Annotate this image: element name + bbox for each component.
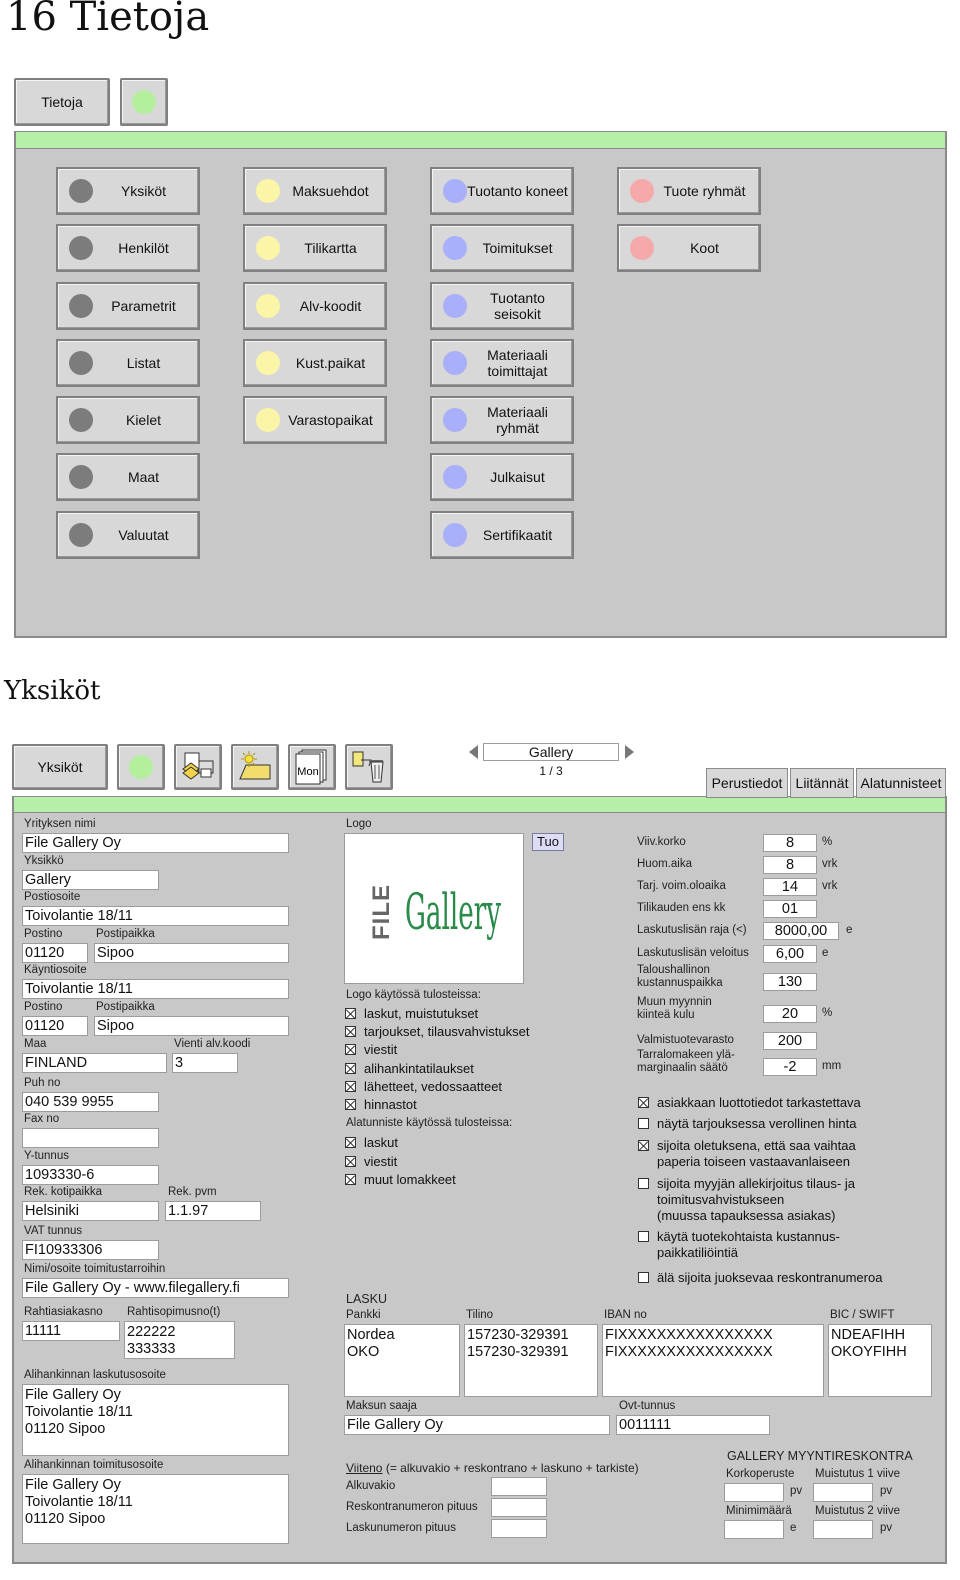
reg-date-label: Rek. pvm xyxy=(168,1186,217,1198)
group-color-dot-icon xyxy=(256,408,280,432)
parameter-unit: vrk xyxy=(822,858,838,870)
checkbox-label: tarjoukset, tilausvahvistukset xyxy=(364,1024,530,1040)
page-heading: 16 Tietoja xyxy=(6,0,210,40)
yksikot-button[interactable]: Yksiköt xyxy=(12,744,108,790)
settings-button-label: Materiaali ryhmät xyxy=(487,404,548,436)
address-line: 01120 Sipoo xyxy=(25,1511,106,1527)
checked-box-icon[interactable] xyxy=(638,1097,649,1108)
settings-button-label: Kust.paikat xyxy=(295,355,366,371)
group-color-dot-icon xyxy=(256,236,280,260)
parameter-field[interactable]: -2 xyxy=(763,1058,817,1076)
ref-field-label: Laskunumeron pituus xyxy=(346,1522,456,1534)
group-color-dot-icon xyxy=(443,236,467,260)
settings-button-label: Koot xyxy=(690,240,719,256)
checked-box-icon[interactable] xyxy=(345,1174,356,1185)
settings-button[interactable] xyxy=(430,224,574,272)
unit-label: Yksikkö xyxy=(24,855,64,867)
settings-button[interactable] xyxy=(430,282,574,330)
settings-button[interactable] xyxy=(56,339,200,387)
checked-box-icon[interactable] xyxy=(345,1081,356,1092)
address-line: File Gallery Oy xyxy=(25,1387,121,1403)
parameter-label: Laskutuslisän veloitus xyxy=(637,947,749,959)
unchecked-box-icon[interactable] xyxy=(638,1118,649,1129)
group-color-dot-icon xyxy=(630,236,654,260)
settings-button-label: Valuutat xyxy=(118,527,169,543)
ledger-number-length-field[interactable] xyxy=(491,1498,547,1517)
status-led-icon xyxy=(132,90,156,114)
group-color-dot-icon xyxy=(256,294,280,318)
account-field[interactable] xyxy=(464,1324,598,1397)
reminder2-field[interactable] xyxy=(813,1520,873,1539)
parameter-unit: e xyxy=(822,947,829,959)
settings-button[interactable] xyxy=(243,282,387,330)
group-color-dot-icon xyxy=(443,523,467,547)
status-button[interactable] xyxy=(117,744,165,790)
logo-usage-label: Logo käytössä tulosteissa: xyxy=(346,989,481,1001)
record-name-field[interactable]: Gallery xyxy=(483,743,619,761)
checked-box-icon[interactable] xyxy=(345,1099,356,1110)
sub-delivery-field[interactable] xyxy=(22,1474,289,1544)
reg-home-label: Rek. kotipaikka xyxy=(24,1186,102,1198)
logo-side-text: FILE xyxy=(368,884,395,940)
parameter-unit: vrk xyxy=(822,880,838,892)
logo-text: Gallery xyxy=(405,883,502,941)
iban-field[interactable] xyxy=(602,1324,824,1397)
print-list-icon[interactable] xyxy=(174,744,222,790)
fax-field[interactable] xyxy=(22,1128,159,1148)
settings-button-label: Parametrit xyxy=(111,298,176,314)
checked-box-icon[interactable] xyxy=(345,1137,356,1148)
settings-button-label: Listat xyxy=(126,355,161,371)
company-name-label: Yrityksen nimi xyxy=(24,818,96,830)
parameter-unit: % xyxy=(822,1007,833,1019)
settings-button[interactable] xyxy=(243,396,387,444)
settings-button-label: Toimitukset xyxy=(482,240,553,256)
parameter-label: Huom.aika xyxy=(637,858,692,870)
parameter-label: Tarralomakeen ylä- marginaalin säätö xyxy=(637,1049,735,1074)
parameter-unit: mm xyxy=(822,1060,842,1072)
sub-billing-field[interactable] xyxy=(22,1384,289,1456)
group-color-dot-icon xyxy=(69,179,93,203)
checkbox-option[interactable] xyxy=(345,1061,474,1077)
settings-button[interactable] xyxy=(56,282,200,330)
country-field[interactable]: FINLAND xyxy=(22,1053,167,1073)
postno2-field[interactable]: 01120 xyxy=(22,1016,88,1036)
group-color-dot-icon xyxy=(69,236,93,260)
settings-button-label: Yksiköt xyxy=(120,183,167,199)
settings-button[interactable] xyxy=(430,396,574,444)
parameter-field[interactable]: 20 xyxy=(763,1005,817,1023)
parameter-label: Laskutuslisän raja (<) xyxy=(637,924,747,936)
prev-record-arrow[interactable] xyxy=(469,745,479,764)
settings-button-label: Julkaisut xyxy=(490,469,545,485)
settings-button-label: Maat xyxy=(127,469,160,485)
settings-button[interactable] xyxy=(56,224,200,272)
base-rate-field[interactable] xyxy=(724,1483,784,1502)
settings-button[interactable] xyxy=(430,167,574,215)
import-logo-button[interactable]: Tuo xyxy=(532,833,564,851)
postal-address-field[interactable]: Toivolantie 18/11 xyxy=(22,906,289,926)
checkbox-option[interactable] xyxy=(345,1154,397,1170)
checkbox-label: viestit xyxy=(364,1153,398,1169)
reference-link[interactable]: Viiteno xyxy=(346,1461,383,1475)
phone-label: Puh no xyxy=(24,1077,61,1089)
checkbox-label: käytä tuotekohtaista kustannus- paikkatiliöintiä xyxy=(657,1229,840,1260)
postno2-label: Postino xyxy=(24,1001,63,1013)
new-record-icon[interactable] xyxy=(231,744,279,790)
checkbox-option[interactable] xyxy=(345,1097,417,1113)
settings-button-label: Tilikartta xyxy=(304,240,357,256)
parameter-unit: e xyxy=(846,924,853,936)
checkbox-label: näytä tarjouksessa verollinen hinta xyxy=(657,1116,857,1131)
account-label: Tilino xyxy=(466,1309,494,1321)
checkbox-label: älä sijoita juoksevaa reskontranumeroa xyxy=(657,1270,883,1285)
status-button[interactable] xyxy=(120,78,168,126)
postplace-field[interactable]: Sipoo xyxy=(94,943,289,963)
freight-contract-label: Rahtisopimusno(t) xyxy=(127,1306,221,1318)
settings-button[interactable] xyxy=(430,453,574,501)
business-id-field[interactable]: 1093330-6 xyxy=(22,1165,159,1185)
address-line: Toivolantie 18/11 xyxy=(25,1404,133,1420)
parameter-field[interactable]: 01 xyxy=(763,900,817,918)
checkbox-option[interactable] xyxy=(345,1172,456,1188)
ovt-label: Ovt-tunnus xyxy=(619,1400,676,1412)
settings-button-label: Materiaali toimittajat xyxy=(487,347,548,379)
freight-customer-field[interactable]: 11111 xyxy=(22,1321,120,1341)
checked-box-icon[interactable] xyxy=(345,1063,356,1074)
parameter-field[interactable]: 8 xyxy=(763,834,817,852)
checked-box-icon[interactable] xyxy=(345,1008,356,1019)
checkbox-option[interactable] xyxy=(345,1024,529,1040)
settings-button[interactable] xyxy=(430,511,574,559)
freight-contract-field[interactable] xyxy=(124,1321,235,1359)
settings-button[interactable] xyxy=(243,224,387,272)
panel-header-bar xyxy=(13,796,946,813)
logo-image xyxy=(344,833,524,984)
group-color-dot-icon xyxy=(256,179,280,203)
checkbox-option[interactable] xyxy=(345,1079,502,1095)
address-line: Toivolantie 18/11 xyxy=(25,1494,133,1510)
account-line: 157230-329391 xyxy=(467,1344,569,1360)
reg-home-field[interactable]: Helsiniki xyxy=(22,1201,159,1221)
ledger-title: GALLERY MYYNTIRESKONTRA xyxy=(727,1449,913,1463)
group-color-dot-icon xyxy=(443,408,467,432)
checked-box-icon[interactable] xyxy=(638,1140,649,1151)
freight-contract-line: 333333 xyxy=(127,1341,176,1357)
group-color-dot-icon xyxy=(443,294,467,318)
bank-label: Pankki xyxy=(346,1309,381,1321)
bic-label: BIC / SWIFT xyxy=(830,1309,895,1321)
group-color-dot-icon xyxy=(69,465,93,489)
sub-delivery-label: Alihankinnan toimitusosoite xyxy=(24,1459,164,1471)
settings-button-label: Maksuehdot xyxy=(292,183,369,199)
group-color-dot-icon xyxy=(443,351,467,375)
reminder1-field[interactable] xyxy=(813,1483,873,1502)
checkbox-label: laskut xyxy=(364,1135,398,1150)
group-color-dot-icon xyxy=(69,294,93,318)
group-color-dot-icon xyxy=(630,179,654,203)
group-color-dot-icon xyxy=(69,351,93,375)
country-label: Maa xyxy=(24,1038,47,1050)
settings-button-label: Sertifikaatit xyxy=(482,527,553,543)
checkbox-label: asiakkaan luottotiedot tarkastettava xyxy=(657,1095,861,1110)
checkbox-label: laskut, muistutukset xyxy=(364,1006,479,1021)
checkbox-label: sijoita oletuksena, että saa vaihtaa paperia toiseen vastaavanlaiseen xyxy=(657,1138,856,1169)
group-color-dot-icon xyxy=(69,408,93,432)
payee-field[interactable]: File Gallery Oy xyxy=(344,1415,610,1435)
visit-address-field[interactable]: Toivolantie 18/11 xyxy=(22,979,289,999)
business-id-label: Y-tunnus xyxy=(24,1150,69,1162)
checkbox-option[interactable] xyxy=(638,1138,856,1170)
bank-field[interactable] xyxy=(344,1324,460,1397)
parameter-field[interactable]: 200 xyxy=(763,1032,817,1050)
next-record-arrow[interactable] xyxy=(625,745,635,764)
bank-line: Nordea xyxy=(347,1327,395,1343)
settings-button[interactable] xyxy=(430,339,574,387)
payee-label: Maksun saaja xyxy=(346,1400,417,1412)
logo-label: Logo xyxy=(346,818,372,830)
export-vat-label: Vienti alv.koodi xyxy=(174,1038,251,1050)
settings-button[interactable] xyxy=(56,396,200,444)
footer-usage-label: Alatunniste käytössä tulosteissa: xyxy=(346,1117,513,1129)
checkbox-label: viestit xyxy=(364,1042,398,1058)
postno-label: Postino xyxy=(24,928,63,940)
parameter-label: Tarj. voim.oloaika xyxy=(637,880,726,892)
reference-info xyxy=(346,1461,639,1475)
postal-address-label: Postiosoite xyxy=(24,891,81,903)
checked-box-icon[interactable] xyxy=(345,1044,356,1055)
settings-button-label: Varastopaikat xyxy=(288,412,373,428)
address-line: File Gallery Oy xyxy=(25,1477,121,1493)
parameter-label: Viiv.korko xyxy=(637,836,686,848)
export-vat-field[interactable]: 3 xyxy=(172,1053,238,1073)
settings-button-label: Tuote ryhmät xyxy=(663,183,746,199)
group-color-dot-icon xyxy=(69,523,93,547)
vat-id-label: VAT tunnus xyxy=(24,1225,83,1237)
postplace2-label: Postipaikka xyxy=(96,1001,155,1013)
unchecked-box-icon[interactable] xyxy=(638,1272,649,1283)
group-color-dot-icon xyxy=(256,351,280,375)
unit-field[interactable]: Gallery xyxy=(22,870,159,890)
bic-line: OKOYFIHH xyxy=(831,1344,907,1360)
checkbox-option[interactable] xyxy=(638,1116,856,1132)
checkbox-option[interactable] xyxy=(638,1176,855,1224)
delete-icon[interactable] xyxy=(345,744,393,790)
parameter-label: Muun myynnin kiinteä kulu xyxy=(637,996,712,1021)
settings-button-label: Tuotanto seisokit xyxy=(490,290,545,322)
address-line: 01120 Sipoo xyxy=(25,1421,106,1437)
parameter-field[interactable]: 8000,00 xyxy=(763,922,839,940)
checkbox-option[interactable] xyxy=(345,1135,398,1151)
checkbox-option[interactable] xyxy=(638,1270,882,1286)
bic-line: NDEAFIHH xyxy=(831,1327,906,1343)
settings-button-label: Alv-koodit xyxy=(299,298,362,314)
reference-description: (= alkuvakio + reskontrano + laskuno + tarkiste) xyxy=(382,1461,639,1475)
sub-billing-label: Alihankinnan laskutusosoite xyxy=(24,1369,166,1381)
visit-address-label: Käyntiosoite xyxy=(24,964,87,976)
settings-button[interactable] xyxy=(56,511,200,559)
min-amount-field[interactable] xyxy=(724,1520,784,1539)
invoice-title: LASKU xyxy=(346,1292,387,1306)
section-heading: Yksiköt xyxy=(4,676,101,706)
status-led-icon xyxy=(129,755,153,779)
base-rate-label: Korkoperuste xyxy=(726,1468,795,1480)
group-color-dot-icon xyxy=(443,179,467,203)
invoice-number-length-field[interactable] xyxy=(491,1519,547,1538)
phone-field[interactable]: 040 539 9955 xyxy=(22,1092,159,1112)
unit-label: pv xyxy=(880,1485,893,1497)
company-name-field[interactable]: File Gallery Oy xyxy=(22,833,289,853)
bank-line: OKO xyxy=(347,1344,380,1360)
panel-header-bar xyxy=(15,131,946,149)
settings-button[interactable] xyxy=(617,167,761,215)
checkbox-label: sijoita myyjän allekirjoitus tilaus- ja toimitusvahvistukseen (muussa tapauksessa asiakas) xyxy=(657,1176,855,1223)
settings-button[interactable] xyxy=(243,167,387,215)
parameter-field[interactable]: 6,00 xyxy=(763,945,817,963)
freight-customer-label: Rahtiasiakasno xyxy=(24,1306,103,1318)
mon-pages-icon[interactable] xyxy=(288,744,336,790)
min-amount-label: Minimimäärä xyxy=(726,1505,792,1517)
settings-button[interactable] xyxy=(243,339,387,387)
settings-button-label: Tuotanto koneet xyxy=(467,183,568,199)
parameter-label: Taloushallinon kustannuspaikka xyxy=(637,964,723,989)
settings-button-label: Henkilöt xyxy=(118,240,169,256)
delivery-name-label: Nimi/osoite toimitustarroihin xyxy=(24,1263,166,1275)
postplace2-field[interactable]: Sipoo xyxy=(94,1016,289,1036)
settings-button[interactable] xyxy=(617,224,761,272)
tab-alatunnisteet[interactable]: Alatunnisteet xyxy=(856,768,946,798)
reg-date-field[interactable]: 1.1.97 xyxy=(165,1201,261,1221)
ovt-field[interactable]: 0011111 xyxy=(616,1415,770,1435)
checkbox-label: muut lomakkeet xyxy=(364,1172,456,1187)
ref-field-label: Alkuvakio xyxy=(346,1480,396,1492)
checkbox-option[interactable] xyxy=(638,1095,861,1111)
vat-id-field[interactable]: FI10933306 xyxy=(22,1240,159,1260)
parameter-label: Tilikauden ens kk xyxy=(637,902,726,914)
unit-label: e xyxy=(790,1522,797,1534)
start-constant-field[interactable] xyxy=(491,1477,547,1496)
tab-perustiedot[interactable]: Perustiedot xyxy=(706,768,788,798)
parameter-unit: % xyxy=(822,836,833,848)
checkbox-label: hinnastot xyxy=(364,1097,417,1112)
postplace-label: Postipaikka xyxy=(96,928,155,940)
settings-button[interactable] xyxy=(56,453,200,501)
iban-line: FIXXXXXXXXXXXXXXXX xyxy=(605,1344,773,1360)
mon-label: Mon xyxy=(297,766,319,778)
checked-box-icon[interactable] xyxy=(345,1156,356,1167)
tab-liitannat[interactable]: Liitännät xyxy=(790,768,854,798)
checkbox-label: alihankintatilaukset xyxy=(364,1060,474,1076)
settings-button[interactable] xyxy=(56,167,200,215)
unit-label: pv xyxy=(790,1485,803,1497)
iban-label: IBAN no xyxy=(604,1309,647,1321)
ref-field-label: Reskontranumeron pituus xyxy=(346,1501,478,1513)
parameter-field[interactable]: 130 xyxy=(763,973,817,991)
checkbox-option[interactable] xyxy=(345,1042,397,1058)
parameter-label: Valmistuotevarasto xyxy=(637,1034,734,1046)
unchecked-box-icon[interactable] xyxy=(638,1231,649,1242)
checkbox-option[interactable] xyxy=(345,1006,478,1022)
postno-field[interactable]: 01120 xyxy=(22,943,88,963)
reminder2-label: Muistutus 2 viive xyxy=(815,1505,901,1517)
settings-button-label: Kielet xyxy=(125,412,162,428)
tietoja-button[interactable]: Tietoja xyxy=(14,78,110,126)
freight-contract-line: 222222 xyxy=(127,1324,176,1340)
parameter-field[interactable]: 14 xyxy=(763,878,817,896)
unit-label: pv xyxy=(880,1522,893,1534)
account-line: 157230-329391 xyxy=(467,1327,569,1343)
delivery-name-field[interactable]: File Gallery Oy - www.filegallery.fi xyxy=(22,1278,289,1298)
checkbox-option[interactable] xyxy=(638,1229,840,1261)
reminder1-label: Muistutus 1 viive xyxy=(815,1468,901,1480)
bic-field[interactable] xyxy=(828,1324,932,1397)
unchecked-box-icon[interactable] xyxy=(638,1178,649,1189)
record-counter: 1 / 3 xyxy=(539,764,563,778)
checkbox-label: lähetteet, vedossaatteet xyxy=(364,1078,503,1094)
group-color-dot-icon xyxy=(443,465,467,489)
iban-line: FIXXXXXXXXXXXXXXXX xyxy=(605,1327,773,1343)
checked-box-icon[interactable] xyxy=(345,1026,356,1037)
fax-label: Fax no xyxy=(24,1113,60,1125)
parameter-field[interactable]: 8 xyxy=(763,856,817,874)
